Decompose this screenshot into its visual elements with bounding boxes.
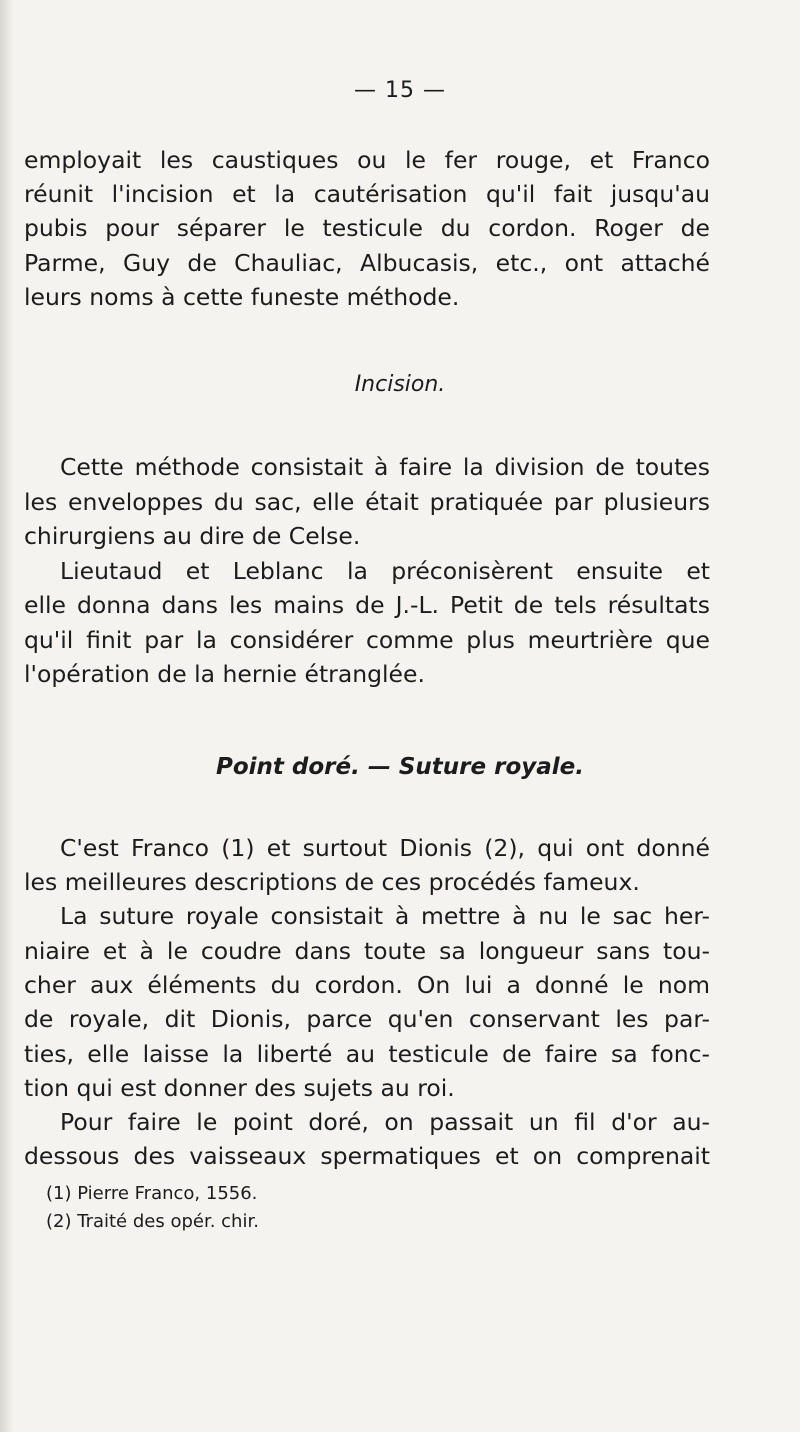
- text-line: C'est Franco (1) et surtout Dionis (2), qui ont donné: [60, 834, 710, 862]
- text-line: leurs noms à cette funeste méthode.: [24, 283, 460, 311]
- text-line: les meilleures descriptions de ces procédés fameux.: [24, 868, 640, 896]
- text-line: ties, elle laisse la liberté au testicule de faire sa fonc-: [24, 1040, 710, 1068]
- text-line: réunit l'incision et la cautérisation qu'il fait jusqu'au: [24, 180, 710, 208]
- text-line: Pour faire le point doré, on passait un fil d'or au-: [60, 1108, 710, 1136]
- section-heading-incision: Incision.: [354, 372, 446, 397]
- text-line: pubis pour séparer le testicule du cordon. Roger de: [24, 214, 710, 242]
- text-line: Parme, Guy de Chauliac, Albucasis, etc., ont attaché: [24, 249, 710, 277]
- section-heading-point-dore: Point doré. — Suture royale.: [215, 754, 584, 780]
- text-line: cher aux éléments du cordon. On lui a donné le nom: [24, 971, 710, 999]
- text-line: Lieutaud et Leblanc la préconisèrent ensuite et: [60, 557, 710, 585]
- footnote: (2) Traité des opér. chir.: [46, 1211, 259, 1232]
- text-line: tion qui est donner des sujets au roi.: [24, 1074, 455, 1102]
- text-line: de royale, dit Dionis, parce qu'en conservant les par-: [24, 1005, 710, 1033]
- text-line: Cette méthode consistait à faire la division de toutes: [60, 453, 710, 481]
- page-number: — 15 —: [354, 78, 446, 103]
- text-line: qu'il finit par la considérer comme plus meurtrière que: [24, 626, 710, 654]
- text-line: La suture royale consistait à mettre à nu le sac her-: [60, 902, 710, 930]
- footnote: (1) Pierre Franco, 1556.: [46, 1183, 258, 1204]
- text-line: les enveloppes du sac, elle était pratiquée par plusieurs: [24, 488, 710, 516]
- text-line: dessous des vaisseaux spermatiques et on comprenait: [24, 1142, 710, 1170]
- text-line: niaire et à le coudre dans toute sa longueur sans tou-: [24, 937, 710, 965]
- text-line: elle donna dans les mains de J.-L. Petit de tels résultats: [24, 591, 710, 619]
- text-line: chirurgiens au dire de Celse.: [24, 522, 361, 550]
- text-line: employait les caustiques ou le fer rouge, et Franco: [24, 146, 710, 174]
- text-line: l'opération de la hernie étranglée.: [24, 660, 425, 688]
